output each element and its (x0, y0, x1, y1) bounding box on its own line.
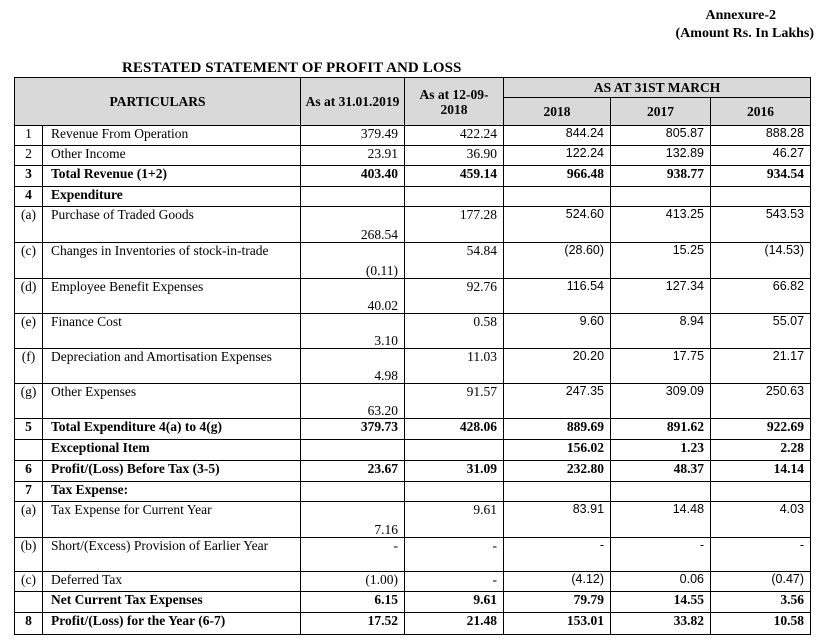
value-12-09-2018 (405, 482, 504, 502)
value-2016: 2.28 (711, 440, 811, 461)
table-row (15, 440, 811, 461)
value-31-01-2019 (301, 187, 405, 207)
statement-title: RESTATED STATEMENT OF PROFIT AND LOSS (122, 60, 462, 76)
value-31-01-2019: 23.91 (301, 146, 405, 166)
profit-loss-table (14, 77, 811, 635)
value-2017: 309.09 (611, 384, 711, 419)
value-2016: 46.27 (711, 146, 811, 166)
value-12-09-2018 (405, 440, 504, 461)
table-row (15, 314, 811, 349)
row-label: Purchase of Traded Goods (43, 207, 301, 243)
value-31-01-2019: 40.02 (301, 279, 405, 314)
row-label: Tax Expense: (43, 482, 301, 502)
value-2016: 3.56 (711, 592, 811, 613)
value-31-01-2019: - (301, 538, 405, 572)
value-2016 (711, 482, 811, 502)
value-2017 (611, 187, 711, 207)
value-31-01-2019: 268.54 (301, 207, 405, 243)
row-number: (c) (15, 572, 43, 592)
value-2017: 938.77 (611, 166, 711, 187)
value-2018: 20.20 (504, 349, 611, 384)
row-label: Depreciation and Amortisation Expenses (43, 349, 301, 384)
value-12-09-2018: 0.58 (405, 314, 504, 349)
row-label: Short/(Excess) Provision of Earlier Year (43, 538, 301, 572)
row-number: 1 (15, 126, 43, 146)
table-row (15, 538, 811, 572)
table-row (15, 384, 811, 419)
annexure-label: Annexure-2 (705, 8, 776, 23)
value-2018: 116.54 (504, 279, 611, 314)
row-number: (c) (15, 243, 43, 279)
row-number: (g) (15, 384, 43, 419)
table-row (15, 461, 811, 482)
header-year-2017: 2017 (611, 98, 711, 126)
value-12-09-2018: 21.48 (405, 613, 504, 635)
value-2018: 524.60 (504, 207, 611, 243)
row-label: Total Revenue (1+2) (43, 166, 301, 187)
value-2017: 17.75 (611, 349, 711, 384)
row-label: Employee Benefit Expenses (43, 279, 301, 314)
value-2017: 15.25 (611, 243, 711, 279)
row-label: Profit/(Loss) for the Year (6-7) (43, 613, 301, 635)
value-31-01-2019: (0.11) (301, 243, 405, 279)
value-2018 (504, 187, 611, 207)
table-row (15, 279, 811, 314)
value-2016: 888.28 (711, 126, 811, 146)
table-row (15, 572, 811, 592)
value-12-09-2018: - (405, 572, 504, 592)
row-number: 5 (15, 419, 43, 440)
row-number: 4 (15, 187, 43, 207)
value-2016: - (711, 538, 811, 572)
table-row (15, 207, 811, 243)
value-12-09-2018: 92.76 (405, 279, 504, 314)
table-row (15, 349, 811, 384)
value-12-09-2018: 36.90 (405, 146, 504, 166)
value-31-01-2019: 379.73 (301, 419, 405, 440)
value-2018: 232.80 (504, 461, 611, 482)
value-2018: 966.48 (504, 166, 611, 187)
row-label: Changes in Inventories of stock-in-trade (43, 243, 301, 279)
value-12-09-2018: 31.09 (405, 461, 504, 482)
row-number: (a) (15, 502, 43, 538)
value-2017: 413.25 (611, 207, 711, 243)
header-group-31st-march: AS AT 31ST MARCH (504, 78, 811, 98)
value-12-09-2018: 177.28 (405, 207, 504, 243)
value-2017: 805.87 (611, 126, 711, 146)
row-label: Other Expenses (43, 384, 301, 419)
table-row (15, 166, 811, 187)
value-31-01-2019: (1.00) (301, 572, 405, 592)
row-label: Finance Cost (43, 314, 301, 349)
value-2018: 83.91 (504, 502, 611, 538)
value-2018: 247.35 (504, 384, 611, 419)
row-number: 6 (15, 461, 43, 482)
value-2017: 14.48 (611, 502, 711, 538)
value-2016: 922.69 (711, 419, 811, 440)
value-2018 (504, 482, 611, 502)
value-2017: 891.62 (611, 419, 711, 440)
row-label: Profit/(Loss) Before Tax (3-5) (43, 461, 301, 482)
header-year-2018: 2018 (504, 98, 611, 126)
row-number: (f) (15, 349, 43, 384)
row-number: (d) (15, 279, 43, 314)
value-2016: 543.53 (711, 207, 811, 243)
value-2018: 79.79 (504, 592, 611, 613)
header-as-at-31-01-2019: As at 31.01.2019 (301, 78, 405, 126)
value-2018: 153.01 (504, 613, 611, 635)
row-label: Deferred Tax (43, 572, 301, 592)
value-2018: 9.60 (504, 314, 611, 349)
value-2016: (14.53) (711, 243, 811, 279)
value-2017: 8.94 (611, 314, 711, 349)
amount-note: (Amount Rs. In Lakhs) (675, 26, 814, 41)
row-label: Tax Expense for Current Year (43, 502, 301, 538)
value-31-01-2019: 379.49 (301, 126, 405, 146)
value-12-09-2018: - (405, 538, 504, 572)
value-31-01-2019: 4.98 (301, 349, 405, 384)
value-2017: 48.37 (611, 461, 711, 482)
value-31-01-2019: 17.52 (301, 613, 405, 635)
value-31-01-2019: 7.16 (301, 502, 405, 538)
value-2018: (28.60) (504, 243, 611, 279)
row-label: Other Income (43, 146, 301, 166)
header-year-2016: 2016 (711, 98, 811, 126)
value-31-01-2019: 23.67 (301, 461, 405, 482)
row-number: 3 (15, 166, 43, 187)
value-2018: 844.24 (504, 126, 611, 146)
row-label: Total Expenditure 4(a) to 4(g) (43, 419, 301, 440)
table-row (15, 243, 811, 279)
row-number (15, 592, 43, 613)
value-2017: 14.55 (611, 592, 711, 613)
value-12-09-2018: 428.06 (405, 419, 504, 440)
value-12-09-2018: 9.61 (405, 502, 504, 538)
value-31-01-2019 (301, 440, 405, 461)
value-12-09-2018: 11.03 (405, 349, 504, 384)
value-2017: 1.23 (611, 440, 711, 461)
value-31-01-2019: 6.15 (301, 592, 405, 613)
row-label: Exceptional Item (43, 440, 301, 461)
row-number: 7 (15, 482, 43, 502)
header-as-at-12-09-2018: As at 12-09-2018 (405, 78, 504, 126)
value-31-01-2019: 3.10 (301, 314, 405, 349)
table-row (15, 187, 811, 207)
value-2016: 934.54 (711, 166, 811, 187)
row-number: (a) (15, 207, 43, 243)
row-number: (e) (15, 314, 43, 349)
value-2018: 122.24 (504, 146, 611, 166)
value-12-09-2018: 9.61 (405, 592, 504, 613)
value-12-09-2018 (405, 187, 504, 207)
value-31-01-2019: 403.40 (301, 166, 405, 187)
value-2016: 10.58 (711, 613, 811, 635)
value-12-09-2018: 459.14 (405, 166, 504, 187)
table-body (15, 126, 811, 635)
table-row (15, 482, 811, 502)
value-2016: 250.63 (711, 384, 811, 419)
row-number: 8 (15, 613, 43, 635)
value-12-09-2018: 422.24 (405, 126, 504, 146)
value-2016: 14.14 (711, 461, 811, 482)
value-31-01-2019 (301, 482, 405, 502)
value-2018: 889.69 (504, 419, 611, 440)
header-particulars: PARTICULARS (15, 78, 301, 126)
table-row (15, 126, 811, 146)
value-2017: 127.34 (611, 279, 711, 314)
table-row (15, 419, 811, 440)
value-31-01-2019: 63.20 (301, 384, 405, 419)
row-number (15, 440, 43, 461)
table-row (15, 592, 811, 613)
value-2017: 0.06 (611, 572, 711, 592)
table-row (15, 146, 811, 166)
table-row (15, 613, 811, 635)
value-2016: 55.07 (711, 314, 811, 349)
value-12-09-2018: 91.57 (405, 384, 504, 419)
value-2017 (611, 482, 711, 502)
value-2017: 132.89 (611, 146, 711, 166)
value-2016: 66.82 (711, 279, 811, 314)
value-2018: (4.12) (504, 572, 611, 592)
value-2016 (711, 187, 811, 207)
value-2016: 21.17 (711, 349, 811, 384)
value-12-09-2018: 54.84 (405, 243, 504, 279)
value-2016: 4.03 (711, 502, 811, 538)
row-label: Revenue From Operation (43, 126, 301, 146)
value-2018: - (504, 538, 611, 572)
value-2018: 156.02 (504, 440, 611, 461)
row-number: 2 (15, 146, 43, 166)
row-number: (b) (15, 538, 43, 572)
value-2016: (0.47) (711, 572, 811, 592)
row-label: Expenditure (43, 187, 301, 207)
table-row (15, 502, 811, 538)
row-label: Net Current Tax Expenses (43, 592, 301, 613)
value-2017: 33.82 (611, 613, 711, 635)
value-2017: - (611, 538, 711, 572)
